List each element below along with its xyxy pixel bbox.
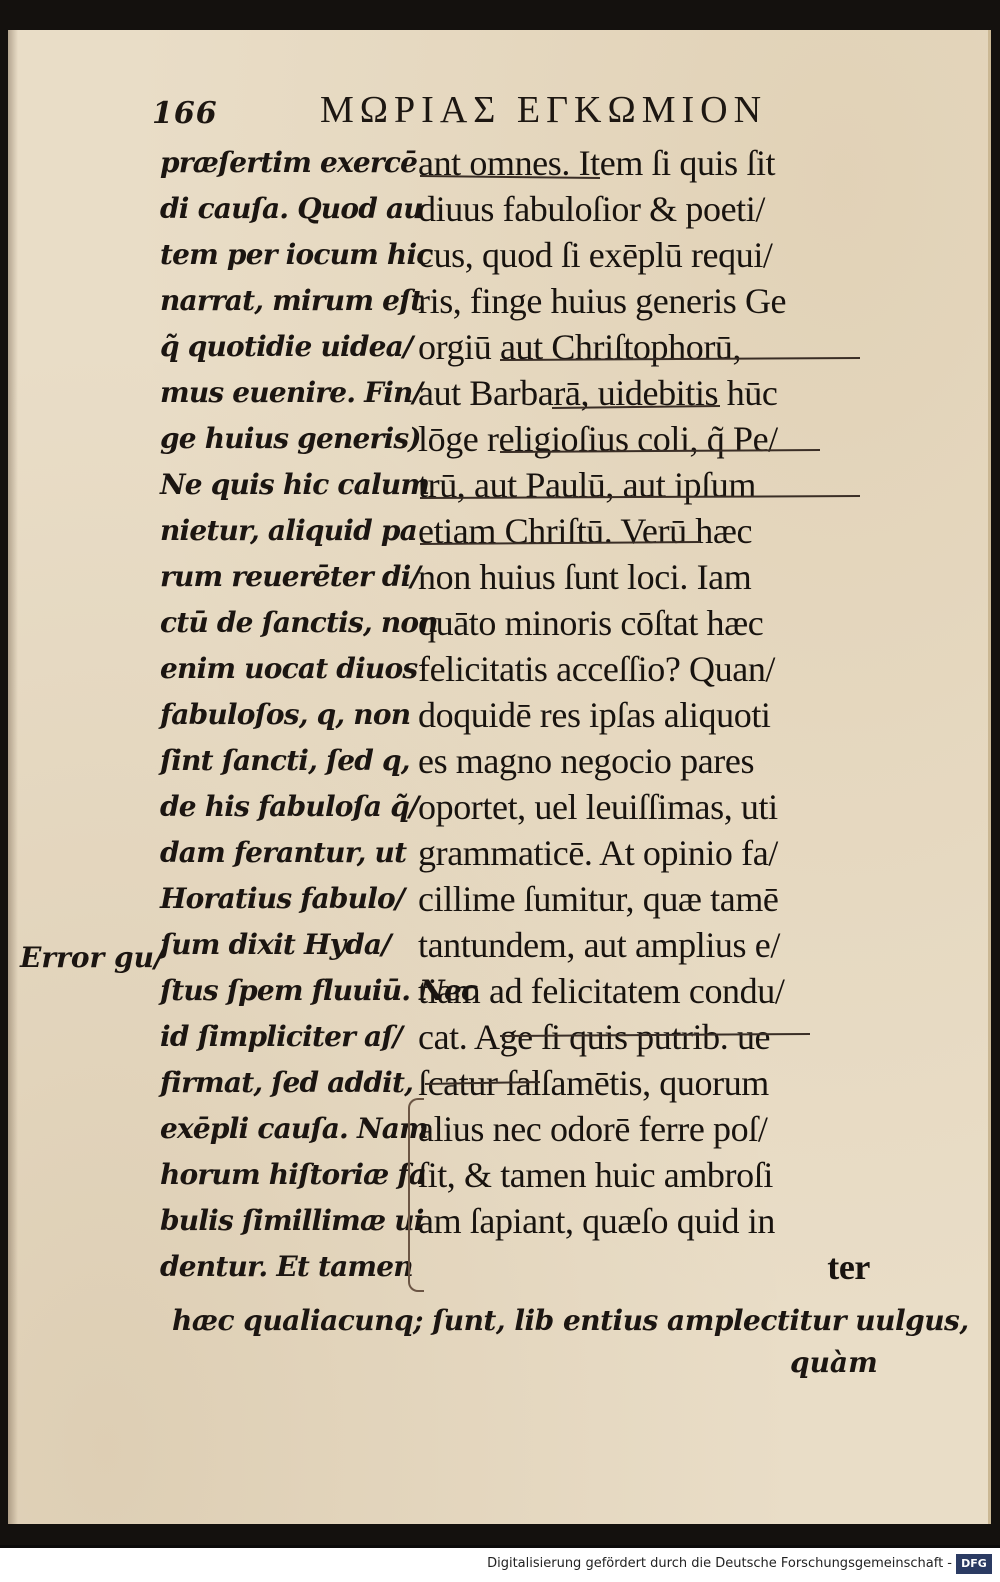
main-text-line: etiam Chriſtū. Verū hæc [418,511,753,551]
bottom-catchword: quàm [790,1346,878,1379]
commentary-line: ſum dixit Hyda/ [160,928,391,961]
commentary-column [160,140,478,1290]
commentary-line: ſint ſancti, ſed q, [160,744,410,777]
page-gutter-shadow [8,30,18,1524]
commentary-line: exēpli cauſa. Nam [160,1112,428,1145]
commentary-line: id ſimpliciter aſ/ [160,1020,403,1053]
main-text-line: cillime ſumitur, quæ tamē [418,879,779,919]
dfg-logo-icon: DFG [956,1554,992,1574]
commentary-line: narrat, mirum eſt [160,284,423,317]
commentary-line: dam ferantur, ut [160,836,407,869]
main-text-line: grammaticē. At opinio fa/ [418,833,778,873]
commentary-line: ſtus ſpem fluuiū. Nec [160,974,478,1007]
commentary-line: fabuloſos, q, non [160,698,411,731]
running-head: ΜΩΡΙΑΣ ΕΓΚΩΜΙΟΝ [320,89,768,131]
main-text-line: diuus fabuloſior & poeti/ [418,189,765,229]
commentary-line: enim uocat diuos [160,652,418,685]
commentary-line: bulis ſimillimæ ui [160,1204,424,1237]
main-text-line: am ſapiant, quæſo quid in [418,1201,775,1241]
main-text-line: tantundem, aut amplius e/ [418,925,780,965]
page-number: 166 [152,96,218,131]
main-text-line: cus, quod ſi exēplū requi/ [418,235,773,275]
main-text-line: alius nec odorē ferre poſ/ [418,1109,768,1149]
main-text-line: orgiū aut Chriſtophorū, [418,327,742,367]
commentary-line: de his fabuloſa q̃/ [160,790,419,823]
main-text-line: aut Barbarā, uidebitis hūc [418,373,778,413]
commentary-line: horum hiſtoriæ fa [160,1158,426,1191]
bottom-commentary-line: hæc qualiacunq; ſunt, lib entius amplectitur uulgus, [172,1304,969,1337]
main-text-line: es magno negocio pares [418,741,755,781]
handwritten-bracket [408,1098,424,1292]
main-text-line: felicitatis acceſſio? Quan/ [418,649,776,689]
commentary-line: mus euenire. Fin/ [160,376,423,409]
main-text-column [418,140,874,1290]
page-header [150,88,870,136]
digitization-footer [0,1548,1000,1582]
main-text-line: oportet, uel leuiſſimas, uti [418,787,778,827]
commentary-line: q̃ quotidie uidea/ [160,330,413,363]
commentary-line: tem per iocum hic [160,238,433,271]
commentary-line: di cauſa. Quod au [160,192,423,225]
main-text-line: ris, finge huius generis Ge [418,281,787,321]
commentary-line: Horatius fabulo/ [160,882,405,915]
main-text-line: ſcatur ſalſamētis, quorum [418,1063,769,1103]
main-text-line: doquidē res ipſas aliquoti [418,695,771,735]
commentary-line: ge huius generis) [160,422,421,455]
margin-note: Error gu/ [20,941,165,974]
main-text-line: trū, aut Paulū, aut ipſum [418,465,756,505]
main-catchword: ter [827,1247,870,1287]
commentary-line: præſertim exercē [160,146,418,179]
main-text-line: quāto minoris cōſtat hæc [418,603,764,643]
commentary-line: ctū de ſanctis, non [160,606,438,639]
commentary-line: nietur, aliquid pa [160,514,417,547]
main-text-line: ant omnes. Item ſi quis ſit [418,143,776,183]
commentary-line: dentur. Et tamen [160,1250,413,1283]
main-text-line: lōge religioſius coli, q̃ Pe/ [418,419,778,459]
footer-credit: Digitalisierung gefördert durch die Deutsche Forschungsgemeinschaft - [487,1556,952,1571]
main-text-line: non huius ſunt loci. Iam [418,557,752,597]
commentary-line: rum reuerēter di/ [160,560,420,593]
commentary-line: firmat, ſed addit, [160,1066,414,1099]
commentary-line: Ne quis hic calum [160,468,430,501]
main-text-line: cat. Age ſi quis putrib. ue [418,1017,771,1057]
main-text-line: ſit, & tamen huic ambroſi [418,1155,773,1195]
main-text-line: tiam ad felicitatem condu/ [418,971,785,1011]
